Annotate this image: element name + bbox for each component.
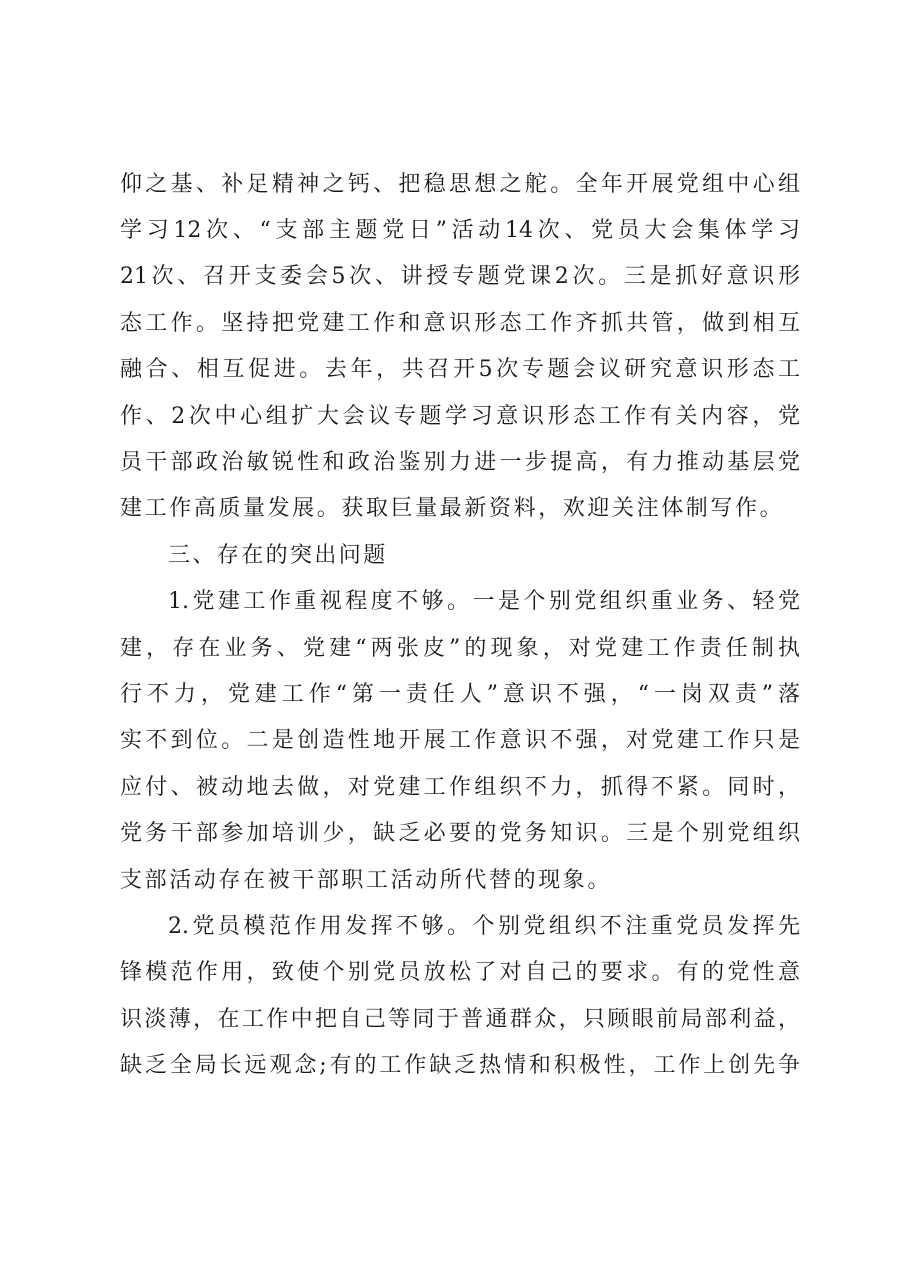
text-line: 融合、相互促进。去年，共召开5次专题会议研究意识形态工: [120, 357, 800, 382]
text-line: 学习12次、“支部主题党日”活动14次、党员大会集体学习: [120, 218, 800, 243]
text-line: 行不力，党建工作“第一责任人”意识不强，“一岗双责”落: [120, 682, 800, 707]
paragraph-start-line: 2.党员模范作用发挥不够。个别党组织不注重党员发挥先: [168, 914, 800, 939]
paragraph-start-line: 1.党建工作重视程度不够。一是个别党组织重业务、轻党: [168, 589, 800, 614]
text-line: 缺乏全局长远观念;有的工作缺乏热情和积极性，工作上创先争: [120, 1053, 800, 1078]
text-line: 锋模范作用，致使个别党员放松了对自己的要求。有的党性意: [120, 960, 800, 985]
text-line: 党务干部参加培训少，缺乏必要的党务知识。三是个别党组织: [120, 821, 800, 846]
text-line: 仰之基、补足精神之钙、把稳思想之舵。全年开展党组中心组: [120, 172, 800, 197]
text-line: 支部活动存在被干部职工活动所代替的现象。: [120, 868, 613, 893]
text-line: 识淡薄，在工作中把自己等同于普通群众，只顾眼前局部利益，: [120, 1007, 800, 1032]
text-line: 21次、召开支委会5次、讲授专题党课2次。三是抓好意识形: [120, 264, 800, 289]
text-line: 建工作高质量发展。获取巨量最新资料，欢迎关注体制写作。: [120, 496, 785, 521]
text-line: 建，存在业务、党建“两张皮”的现象，对党建工作责任制执: [120, 636, 800, 661]
text-line: 态工作。坚持把党建工作和意识形态工作齐抓共管，做到相互: [120, 311, 800, 336]
text-line: 实不到位。二是创造性地开展工作意识不强，对党建工作只是: [120, 728, 800, 753]
text-line: 应付、被动地去做，对党建工作组织不力，抓得不紧。同时，: [120, 775, 800, 800]
text-line: 员干部政治敏锐性和政治鉴别力进一步提高，有力推动基层党: [120, 450, 800, 475]
section-heading: 三、存在的突出问题: [168, 543, 388, 568]
text-line: 作、2次中心组扩大会议专题学习意识形态工作有关内容，党: [120, 404, 800, 429]
